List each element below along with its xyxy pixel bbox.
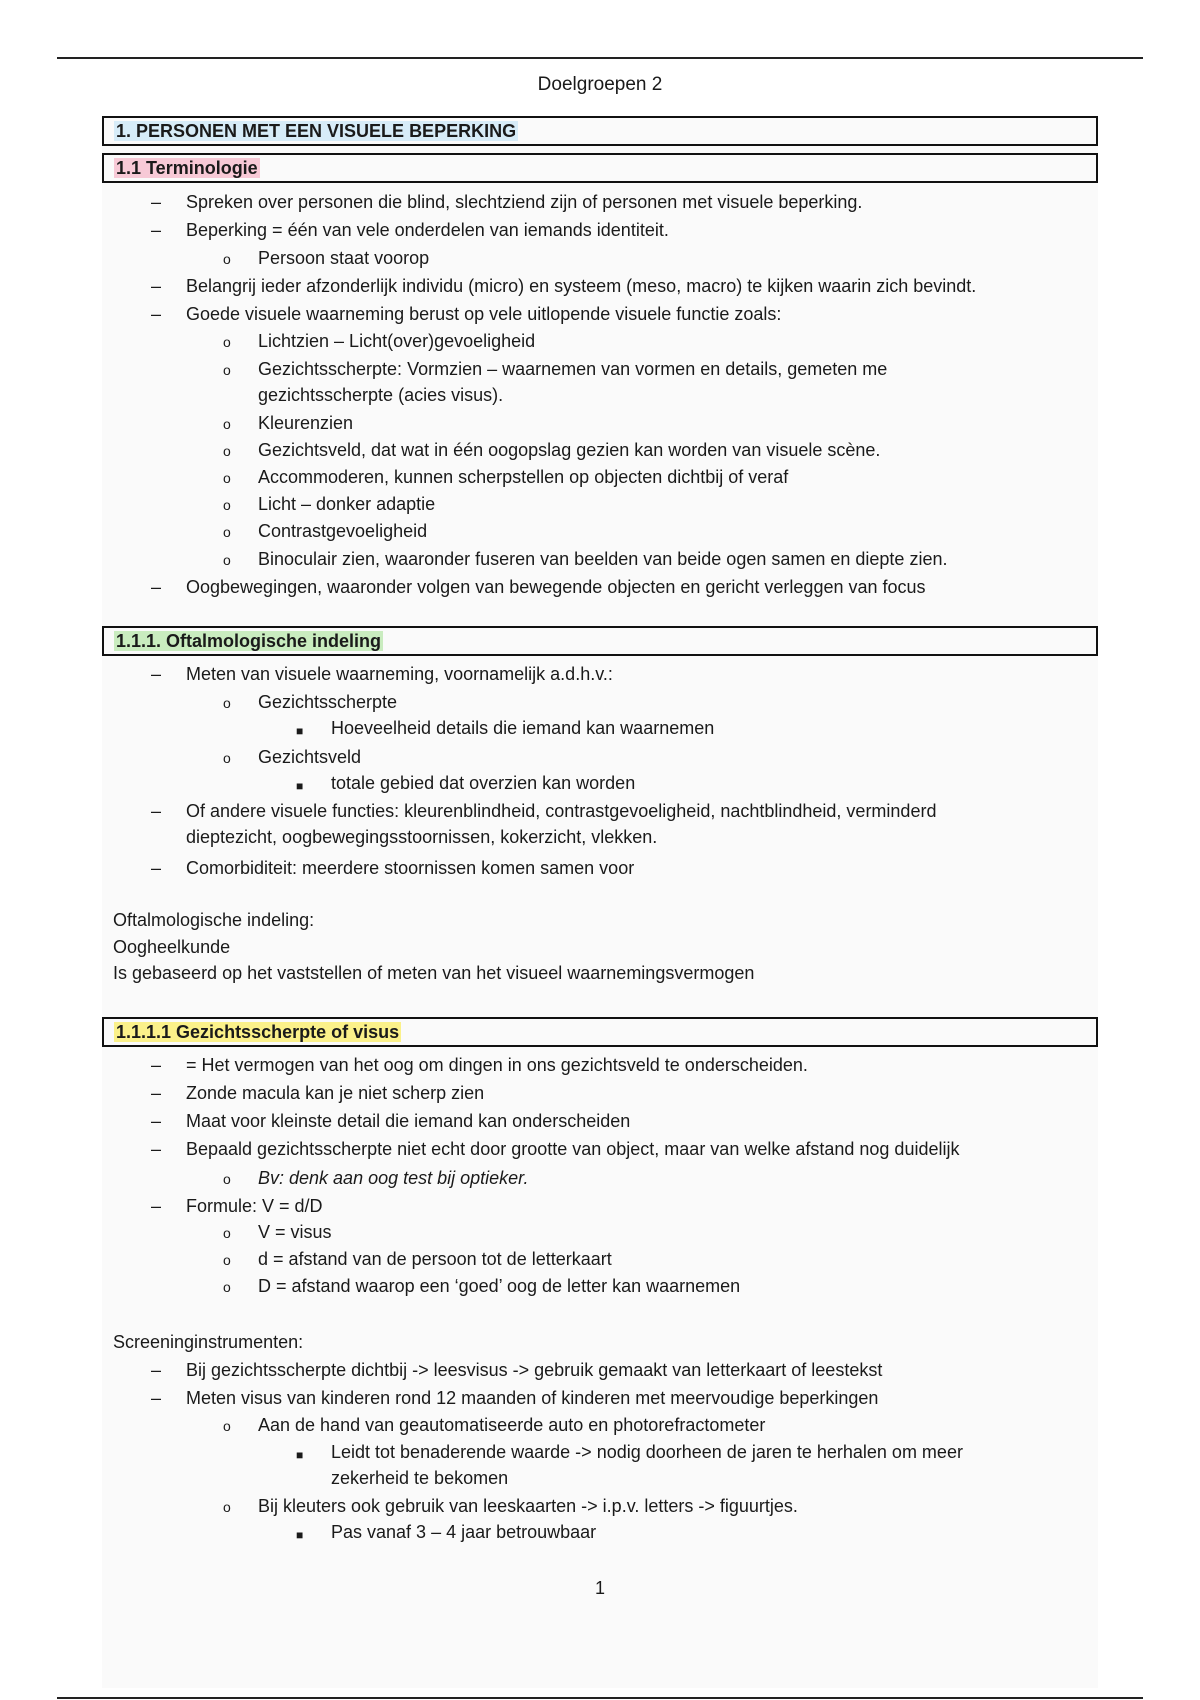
list-item: Licht – donker adaptie [258, 494, 436, 514]
list-item: Spreken over personen die blind, slechtziend zijn of personen met visuele beperking. [186, 192, 863, 212]
dash-bullet: – [151, 1360, 162, 1380]
list-item: Bepaald gezichtsscherpte niet echt door grootte van object, maar van welke afstand nog duidelijk [186, 1139, 960, 1159]
subsection-heading-text: 1.1 Terminologie [116, 158, 258, 178]
section-heading-visuele-beperking [102, 116, 1098, 146]
list-item-continuation: gezichtsscherpte (acies visus). [258, 385, 504, 405]
dash-bullet: – [151, 192, 162, 212]
page-number: 1 [594, 1578, 605, 1598]
circle-bullet: o [223, 1225, 231, 1241]
circle-bullet: o [223, 416, 231, 432]
circle-bullet: o [223, 524, 231, 540]
square-bullet: ■ [296, 724, 304, 738]
list-item: Meten visus van kinderen rond 12 maanden of kinderen met meervoudige beperkingen [186, 1388, 879, 1408]
list-item: Meten van visuele waarneming, voornamelijk a.d.h.v.: [186, 664, 613, 684]
paragraph-line: Is gebaseerd op het vaststellen of meten van het visueel waarnemingsvermogen [113, 963, 755, 983]
dash-bullet: – [151, 1196, 162, 1216]
paragraph-line: Oogheelkunde [113, 937, 231, 957]
list-item: Gezichtsveld [258, 747, 362, 767]
list-item-continuation: zekerheid te bekomen [331, 1468, 509, 1488]
list-item: Contrastgevoeligheid [258, 521, 428, 541]
subsection-heading-oftalmologisch [102, 626, 1098, 656]
document-title: Doelgroepen 2 [537, 74, 663, 95]
circle-bullet: o [223, 251, 231, 267]
dash-bullet: – [151, 577, 162, 597]
list-item: d = afstand van de persoon tot de letterkaart [258, 1249, 612, 1269]
list-item: Persoon staat voorop [258, 248, 430, 268]
dash-bullet: – [151, 1083, 162, 1103]
dash-bullet: – [151, 304, 162, 324]
list-item: Oogbewegingen, waaronder volgen van bewegende objecten en gericht verleggen van focus [186, 577, 926, 597]
circle-bullet: o [223, 334, 231, 350]
subsection-heading-text: 1.1.1.1 Gezichtsscherpte of visus [116, 1022, 400, 1042]
list-item: = Het vermogen van het oog om dingen in ons gezichtsveld te onderscheiden. [186, 1055, 808, 1075]
list-item: Aan de hand van geautomatiseerde auto en photorefractometer [258, 1415, 766, 1435]
screening-label: Screeninginstrumenten: [113, 1332, 304, 1352]
dash-bullet: – [151, 664, 162, 684]
header-rule [57, 57, 1143, 59]
circle-bullet: o [223, 695, 231, 711]
list-item: Bij kleuters ook gebruik van leeskaarten -> i.p.v. letters -> figuurtjes. [258, 1496, 798, 1516]
list-item: Maat voor kleinste detail die iemand kan onderscheiden [186, 1111, 631, 1131]
dash-bullet: – [151, 801, 162, 821]
square-bullet: ■ [296, 1528, 304, 1542]
list-item: Leidt tot benaderende waarde -> nodig doorheen de jaren te herhalen om meer [331, 1442, 963, 1462]
list-item: Bv: denk aan oog test bij optieker. [258, 1168, 529, 1188]
dash-bullet: – [151, 1139, 162, 1159]
square-bullet: ■ [296, 1448, 304, 1462]
circle-bullet: o [223, 1252, 231, 1268]
circle-bullet: o [223, 1171, 231, 1187]
list-item: Binoculair zien, waaronder fuseren van beelden van beide ogen samen en diepte zien. [258, 549, 948, 569]
subsection-heading-text: 1.1.1. Oftalmologische indeling [116, 631, 382, 651]
circle-bullet: o [223, 750, 231, 766]
list-item-continuation: dieptezicht, oogbewegingsstoornissen, kokerzicht, vlekken. [186, 827, 658, 847]
circle-bullet: o [223, 497, 231, 513]
list-item: Goede visuele waarneming berust op vele uitlopende visuele functie zoals: [186, 304, 782, 324]
circle-bullet: o [223, 1279, 231, 1295]
dash-bullet: – [151, 1111, 162, 1131]
list-item: D = afstand waarop een ‘goed’ oog de letter kan waarnemen [258, 1276, 741, 1296]
subsection-heading-terminologie [102, 153, 1098, 183]
circle-bullet: o [223, 1499, 231, 1515]
list-item: Comorbiditeit: meerdere stoornissen komen samen voor [186, 858, 635, 878]
list-item: Pas vanaf 3 – 4 jaar betrouwbaar [331, 1522, 597, 1542]
circle-bullet: o [223, 362, 231, 378]
dash-bullet: – [151, 858, 162, 878]
circle-bullet: o [223, 552, 231, 568]
list-item: Beperking = één van vele onderdelen van iemands identiteit. [186, 220, 669, 240]
list-item: Bij gezichtsscherpte dichtbij -> leesvisus -> gebruik gemaakt van letterkaart of leestekst [186, 1360, 883, 1380]
list-item: Kleurenzien [258, 413, 354, 433]
list-item: Hoeveelheid details die iemand kan waarnemen [331, 718, 715, 738]
dash-bullet: – [151, 1388, 162, 1408]
dash-bullet: – [151, 220, 162, 240]
list-item: totale gebied dat overzien kan worden [331, 773, 636, 793]
footer-rule [57, 1697, 1143, 1699]
list-item: Formule: V = d/D [186, 1196, 323, 1216]
list-item: Accommoderen, kunnen scherpstellen op objecten dichtbij of veraf [258, 467, 789, 487]
subsection-heading-visus [102, 1017, 1098, 1047]
list-item: Lichtzien – Licht(over)gevoeligheid [258, 331, 536, 351]
dash-bullet: – [151, 276, 162, 296]
dash-bullet: – [151, 1055, 162, 1075]
list-item: V = visus [258, 1222, 332, 1242]
list-item: Gezichtsscherpte [258, 692, 398, 712]
paragraph-line: Oftalmologische indeling: [113, 910, 315, 930]
list-item: Belangrij ieder afzonderlijk individu (micro) en systeem (meso, macro) te kijken waarin zich bevindt. [186, 276, 977, 296]
circle-bullet: o [223, 443, 231, 459]
list-item: Gezichtsveld, dat wat in één oogopslag gezien kan worden van visuele scène. [258, 440, 881, 460]
list-item: Gezichtsscherpte: Vormzien – waarnemen van vormen en details, gemeten me [258, 359, 888, 379]
circle-bullet: o [223, 1418, 231, 1434]
circle-bullet: o [223, 470, 231, 486]
list-item: Of andere visuele functies: kleurenblindheid, contrastgevoeligheid, nachtblindheid, verminderd [186, 801, 937, 821]
square-bullet: ■ [296, 779, 304, 793]
list-item: Zonde macula kan je niet scherp zien [186, 1083, 485, 1103]
section-heading-text: 1. PERSONEN MET EEN VISUELE BEPERKING [116, 121, 517, 141]
